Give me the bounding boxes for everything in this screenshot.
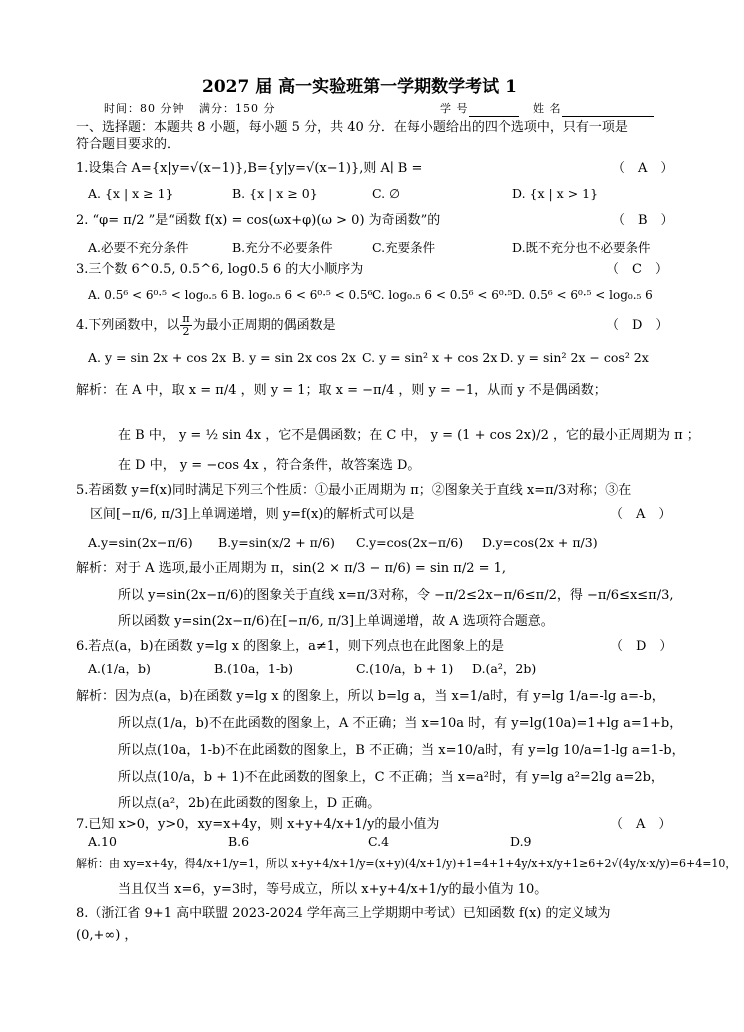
- time-label: 时间：80 分钟: [104, 102, 185, 115]
- question-5-stem-line2: 区间[−π/6, π/3]上单调递增，则 y=f(x)的解析式可以是: [90, 507, 415, 522]
- question-2-answer: （ B ）: [612, 213, 674, 228]
- q4-frac-num: π: [182, 312, 190, 325]
- q5-solution-line1: 解析：对于 A 选项,最小正周期为 π，sin(2 × π/3 − π/6) = sin π/2 = 1,: [76, 561, 507, 576]
- q2-option-a: A.必要不充分条件: [88, 240, 189, 255]
- q1-option-b: B. {x | x ≥ 0}: [232, 186, 318, 201]
- q5-option-c: C.y=cos(2x−π/6): [356, 535, 464, 550]
- student-id-label: 学 号: [440, 102, 469, 115]
- question-4-stem: [76, 312, 336, 340]
- question-8-stem-line1: 8.（浙江省 9+1 高中联盟 2023-2024 学年高三上学期期中考试）已知函数 f(x) 的定义域为: [76, 906, 611, 921]
- q1-option-a: A. {x | x ≥ 1}: [88, 186, 174, 201]
- q2-option-b: B.充分不必要条件: [232, 240, 333, 255]
- section1-instructions-line1: 一、选择题：本题共 8 小题，每小题 5 分，共 40 分．在每小题给出的四个选项中，只有一项是: [76, 120, 628, 135]
- q7-solution-line1: 解析：由 xy=x+4y，得4/x+1/y=1，所以 x+y+4/x+1/y=(x+y)(4/x+1/y)+1=4+1+4y/x+x/y+1≥6+2√(4y/x·x/y)=6+4=10，: [76, 857, 737, 870]
- question-7-stem: 7.已知 x>0，y>0，xy=x+4y，则 x+y+4/x+1/y的最小值为: [76, 817, 440, 832]
- q7-solution-line2: 当且仅当 x=6，y=3时，等号成立，所以 x+y+4/x+1/y的最小值为 10。: [118, 882, 548, 897]
- q4-option-a: A. y = sin 2x + cos 2x: [88, 350, 227, 365]
- q3-option-b: B. log₀.₅ 6 < 6⁰·⁵ < 0.5⁶: [232, 288, 373, 302]
- question-3-answer: （ C ）: [606, 262, 668, 277]
- score-label: 满分：150 分: [199, 102, 276, 115]
- q6-solution-line4: 所以点(10/a，b + 1)不在此函数的图象上，C 不正确；当 x=a²时，有 y=lg a²=2lg a=2b，: [118, 770, 664, 785]
- q4-solution-line2: 在 B 中， y = ½ sin 4x ，它不是偶函数；在 C 中， y = (1 + cos 2x)/2 ，它的最小正周期为 π ；: [118, 428, 700, 443]
- section1-instructions-line2: 符合题目要求的．: [76, 137, 181, 152]
- student-name-label: 姓 名: [533, 102, 562, 115]
- q4-option-b: B. y = sin 2x cos 2x: [232, 350, 356, 365]
- q3-option-c: C. log₀.₅ 6 < 0.5⁶ < 6⁰·⁵: [372, 288, 513, 302]
- question-5-answer: （ A ）: [610, 507, 672, 522]
- q3-option-d: D. 0.5⁶ < 6⁰·⁵ < log₀.₅ 6: [512, 288, 653, 302]
- q6-option-c: C.(10/a，b + 1): [356, 661, 454, 676]
- q1-option-c: C. ∅: [372, 186, 400, 201]
- q2-option-c: C.充要条件: [372, 240, 436, 255]
- page-title: 2027 届 高一实验班第一学期数学考试 1: [202, 77, 517, 97]
- q7-option-a: A.10: [88, 834, 117, 849]
- q6-option-d: D.(a²，2b): [472, 661, 537, 676]
- question-8-stem-line2: (0,+∞) ，: [76, 928, 138, 943]
- q5-solution-line2: 所以 y=sin(2x−π/6)的图象关于直线 x=π/3对称，令 −π/2≤2x−π/6≤π/2，得 −π/6≤x≤π/3,: [118, 588, 674, 603]
- q6-solution-line1: 解析：因为点(a，b)在函数 y=lg x 的图象上，所以 b=lg a，当 x=1/a时，有 y=lg 1/a=-lg a=-b，: [76, 689, 665, 704]
- q5-option-a: A.y=sin(2x−π/6): [88, 535, 193, 550]
- q7-option-d: D.9: [510, 834, 532, 849]
- q4-option-c: C. y = sin² x + cos 2x: [362, 350, 498, 365]
- q5-option-b: B.y=sin(x/2 + π/6): [218, 535, 335, 550]
- q1-option-d: D. {x | x > 1}: [512, 186, 599, 201]
- student-id-blank[interactable]: [469, 104, 519, 117]
- q6-option-b: B.(10a，1-b): [214, 661, 293, 676]
- q4-solution-line1: 解析：在 A 中，取 x = π/4 ，则 y = 1；取 x = −π/4 ，则 y = −1，从而 y 不是偶函数；: [76, 383, 607, 398]
- question-1-stem: 1.设集合 A={x|y=√(x−1)},B={y|y=√(x−1)},则 A∣ B =: [76, 161, 423, 176]
- q4-option-d: D. y = sin² 2x − cos² 2x: [500, 350, 649, 365]
- q6-solution-line2: 所以点(1/a，b)不在此函数的图象上，A 不正确；当 x=10a 时，有 y=lg(10a)=1+lg a=1+b，: [118, 716, 683, 731]
- q4-stem-pre: 4.下列函数中，以: [76, 318, 180, 333]
- question-4-answer: （ D ）: [606, 318, 669, 333]
- question-5-stem-line1: 5.若函数 y=f(x)同时满足下列三个性质：①最小正周期为 π；②图象关于直线 x=π/3对称；③在: [76, 483, 632, 498]
- q2-option-d: D.既不充分也不必要条件: [512, 240, 651, 255]
- q7-option-b: B.6: [228, 834, 250, 849]
- q4-stem-post: 为最小正周期的偶函数是: [192, 318, 336, 333]
- question-3-stem: 3.三个数 6^0.5, 0.5^6, log0.5 6 的大小顺序为: [76, 262, 364, 277]
- q5-solution-line3: 所以函数 y=sin(2x−π/6)在[−π/6, π/3]上单调递增，故 A 选项符合题意。: [118, 614, 554, 629]
- question-2-stem: 2. “φ= π/2 ”是“函数 f(x) = cos(ωx+φ)(ω > 0) 为奇函数”的: [76, 213, 441, 228]
- question-6-stem: 6.若点(a，b)在函数 y=lg x 的图象上，a≠1，则下列点也在此图象上的是: [76, 639, 504, 654]
- q5-option-d: D.y=cos(2x + π/3): [482, 535, 598, 550]
- q6-option-a: A.(1/a，b): [88, 661, 151, 676]
- q4-solution-line3: 在 D 中， y = −cos 4x ，符合条件，故答案选 D。: [118, 458, 421, 473]
- q7-option-c: C.4: [368, 834, 390, 849]
- question-6-answer: （ D ）: [610, 639, 673, 654]
- q4-frac-den: 2: [182, 325, 190, 338]
- exam-meta: [104, 101, 654, 117]
- q6-solution-line3: 所以点(10a，1-b)不在此函数的图象上，B 不正确；当 x=10/a时，有 y=lg 10/a=1-lg a=1-b，: [118, 743, 685, 758]
- q6-solution-line5: 所以点(a²，2b)在此函数的图象上，D 正确。: [118, 796, 381, 811]
- q4-stem-fraction: [180, 313, 191, 338]
- q3-option-a: A. 0.5⁶ < 6⁰·⁵ < log₀.₅ 6: [88, 288, 229, 302]
- student-name-blank[interactable]: [562, 104, 654, 117]
- question-1-answer: （ A ）: [612, 161, 674, 176]
- question-7-answer: （ A ）: [610, 817, 672, 832]
